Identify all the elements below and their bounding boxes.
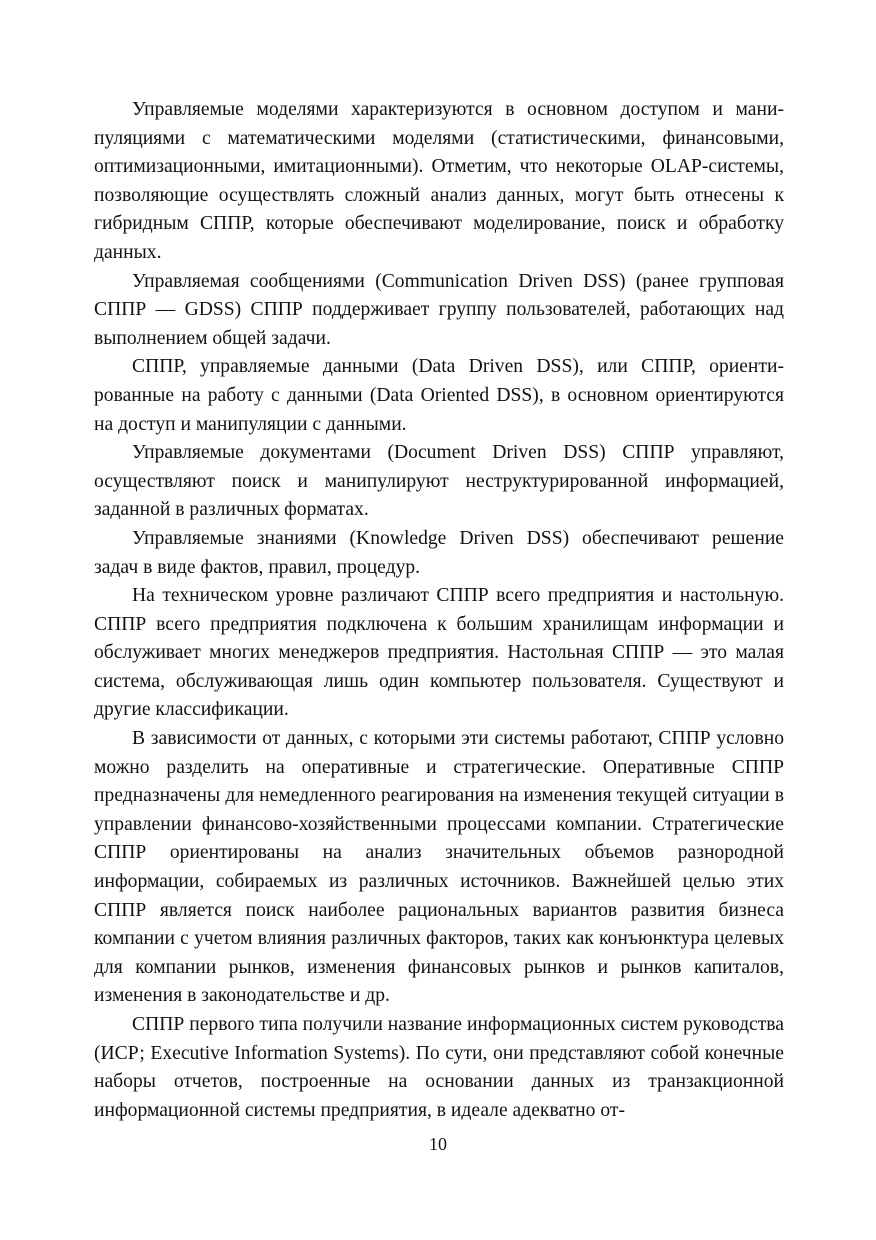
page-number: 10 — [429, 1134, 447, 1154]
page-body — [94, 96, 784, 1125]
paragraph-model-driven: Управляемые моделями характеризуются в основном доступом и манипуляциями с математическими моделями (статистическими, финансовыми, оптимизационными, имитационными). Отметим, что некоторые OLAP-системы, позволяющие осуществлять сложный анализ данных, могут быть отнесены к гибридным СППР, которые обеспечивают моделирование, поиск и обработку данных. — [94, 99, 784, 263]
paragraph-data-driven: СППР, управляемые данными (Data Driven DSS), или СППР, ориентированные на работу с данными (Data Oriented DSS), в основном ориентируются на доступ и манипуляции с данными. — [94, 356, 784, 435]
paragraph-technical-level: На техническом уровне различают СППР всего предприятия и настольную. СППР всего предприятия подключена к большим хранилищам информации и обслуживает многих менеджеров предприятия. Настольная СППР — это малая система, обслуживающая лишь один компьютер пользователя. Существуют и другие классификации. — [94, 585, 784, 721]
paragraph-executive-information-systems: СППР первого типа получили название информационных систем руководства (ИСР; Executive Information Systems). По сути, они представляют собой конечные наборы отчетов, построенные на основании данных из транзакционной информационной системы предприятия, в идеале адекватно от- — [94, 1014, 784, 1121]
paragraph-operative-strategic: В зависимости от данных, с которыми эти системы работают, СППР условно можно разделить на оперативные и стратегические. Оперативные СППР предназначены для немедленного реагирования на изменения текущей ситуации в управлении финансово-хозяйственными процессами компании. Стратегические СППР ориентированы на анализ значительных объемов разнородной информации, собираемых из различных источников. Важнейшей целью этих СППР является поиск наиболее рациональных вариантов развития бизнеса компании с учетом влияния различных факторов, таких как конъюнктура целевых для компании рынков, изменения финансовых рынков и рынков капиталов, изменения в законодательстве и др. — [94, 728, 784, 1007]
paragraph-document-driven: Управляемые документами (Document Driven DSS) СППР управляют, осуществляют поиск и манипулируют неструктурированной информацией, заданной в различных форматах. — [94, 442, 784, 521]
paragraph-communication-driven: Управляемая сообщениями (Communication Driven DSS) (ранее групповая СППР — GDSS) СППР поддерживает группу пользователей, работающих над выполнением общей задачи. — [94, 270, 784, 349]
paragraph-knowledge-driven: Управляемые знаниями (Knowledge Driven DSS) обеспечивают решение задач в виде фактов, правил, процедур. — [94, 527, 784, 578]
